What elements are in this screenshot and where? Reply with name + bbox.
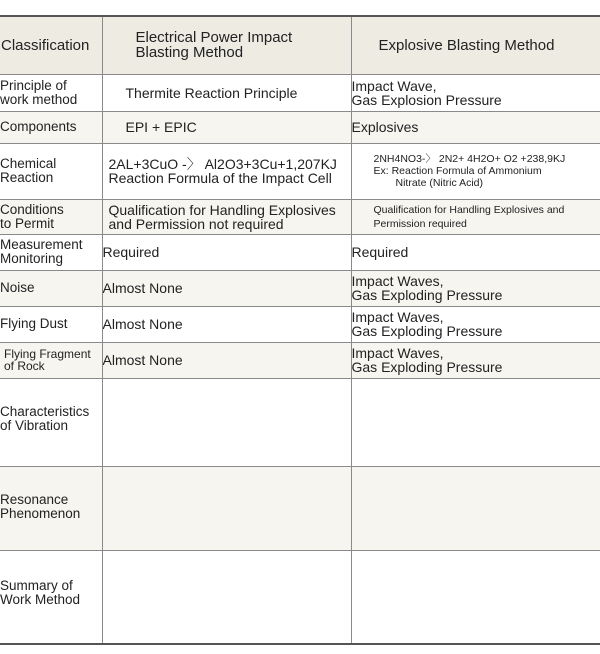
epi-cell: Required [102, 234, 351, 270]
explosive-cell: Required [351, 234, 600, 270]
epi-cell [102, 550, 351, 644]
row-label: Resonance Phenomenon [0, 466, 102, 550]
epi-cell: EPI + EPIC [102, 111, 351, 143]
row-label: Principle of work method [0, 74, 102, 111]
header-epi-line2: Blasting Method [135, 44, 244, 62]
table-row [0, 143, 600, 199]
explosive-cell [351, 550, 600, 644]
row-label: Flying Fragment of Rock [0, 342, 102, 378]
explosive-cell: Impact Wave, Gas Explosion Pressure [351, 74, 600, 111]
explosive-cell: Impact Waves, Gas Exploding Pressure [351, 342, 600, 378]
comparison-table [0, 15, 600, 645]
header-classification: Classification [0, 16, 102, 74]
explosive-cell [351, 378, 600, 466]
table-row [0, 550, 600, 644]
table-row [0, 466, 600, 550]
header-explosive-blasting: Explosive Blasting Method [351, 16, 600, 74]
table-row [0, 378, 600, 466]
epi-cell: Thermite Reaction Principle [102, 74, 351, 111]
epi-cell: Almost None [102, 306, 351, 342]
epi-cell: Almost None [102, 342, 351, 378]
table-row [0, 342, 600, 378]
epi-cell: 2AL+3CuO -〉 Al2O3+3Cu+1,207KJ Reaction Formula of the Impact Cell [102, 143, 351, 199]
row-label: Components [0, 111, 102, 143]
table-row [0, 270, 600, 306]
explosive-cell: Qualification for Handling Explosives and Permission required [351, 199, 600, 234]
row-label: Noise [0, 270, 102, 306]
row-label: Flying Dust [0, 306, 102, 342]
header-epi-line1: Electrical Power Impact [135, 29, 293, 47]
row-label: Characteristics of Vibration [0, 378, 102, 466]
table-row [0, 306, 600, 342]
row-label: Chemical Reaction [0, 143, 102, 199]
epi-cell [102, 378, 351, 466]
header-electrical-power-impact [102, 16, 351, 74]
epi-cell [102, 466, 351, 550]
table-header-row [0, 16, 600, 74]
table-row [0, 111, 600, 143]
explosive-cell: Impact Waves, Gas Exploding Pressure [351, 270, 600, 306]
row-label: Summary of Work Method [0, 550, 102, 644]
epi-cell: Almost None [102, 270, 351, 306]
explosive-cell: 2NH4NO3-〉 2N2+ 4H2O+ O2 +238,9KJ Ex: Reaction Formula of Ammonium Nitrate (Nitric Acid) [351, 143, 600, 199]
explosive-cell: Explosives [351, 111, 600, 143]
table-row [0, 199, 600, 234]
row-label: Conditions to Permit [0, 199, 102, 234]
explosive-cell: Impact Waves, Gas Exploding Pressure [351, 306, 600, 342]
table-row [0, 74, 600, 111]
explosive-cell [351, 466, 600, 550]
epi-cell: Qualification for Handling Explosives and Permission not required [102, 199, 351, 234]
table-row [0, 234, 600, 270]
row-label: Measurement Monitoring [0, 234, 102, 270]
